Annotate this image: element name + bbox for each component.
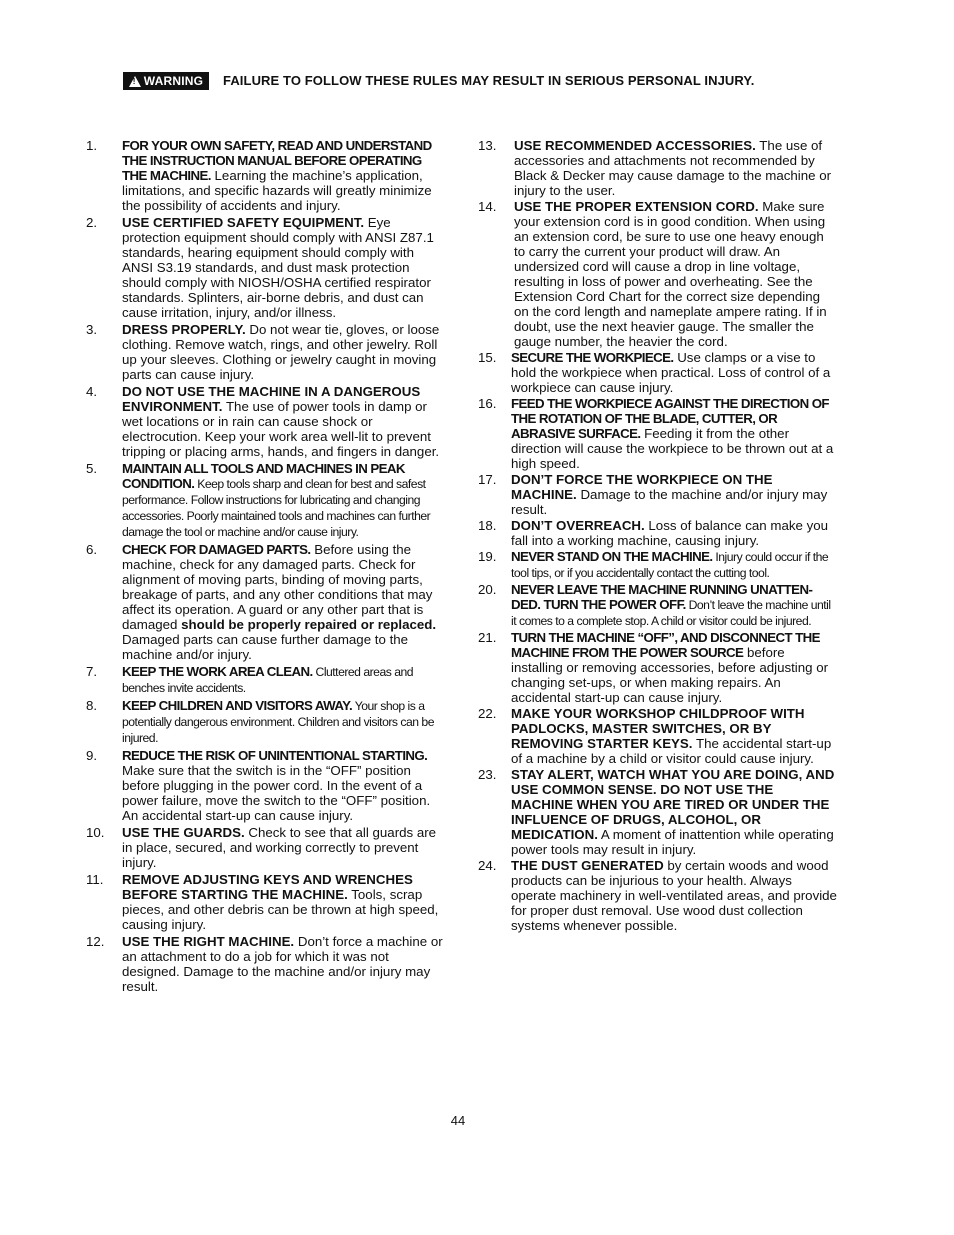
- rule-lead: DRESS PROPERLY.: [122, 322, 246, 337]
- rule-lead: USE THE GUARDS.: [122, 825, 245, 840]
- rule-number: 22.: [478, 706, 497, 721]
- rules-column-right: [478, 138, 838, 934]
- rule-item-6: [86, 542, 446, 662]
- warning-triangle-icon: [129, 76, 141, 87]
- rule-item-9: [86, 748, 446, 823]
- warning-header-text: FAILURE TO FOLLOW THESE RULES MAY RESULT IN SERIOUS PERSONAL INJURY.: [223, 73, 755, 88]
- rule-text: Tools, scrap pieces, and other debris can be thrown at high speed, causing injury.: [122, 887, 439, 932]
- rule-number: 23.: [478, 767, 497, 782]
- rule-item-7: [86, 664, 446, 696]
- rule-lead: MAKE YOUR WORKSHOP CHILDPROOF WITH PADLOCKS, MASTER SWITCHES, OR BY REMOVING STARTER KEYS.: [511, 706, 805, 751]
- rule-item-8: [86, 698, 446, 746]
- rule-number: 24.: [478, 858, 497, 873]
- rule-text: Don’t force a machine or an attachment to do a job for which it was not designed. Damage to the machine and/or injury may result.: [122, 934, 443, 994]
- rule-lead: DON’T FORCE THE WORKPIECE ON THE MACHINE.: [511, 472, 773, 502]
- rule-lead: KEEP CHILDREN AND VISITORS AWAY.: [122, 698, 353, 713]
- rule-lead: FEED THE WORKPIECE AGAINST THE DIRECTION OF THE ROTATION OF THE BLADE, CUTTER, OR ABRASIVE SURFACE.: [511, 396, 829, 441]
- rule-lead: TURN THE MACHINE “OFF”, AND DISCONNECT THE MACHINE FROM THE POWER SOURCE: [511, 630, 820, 660]
- rule-lead: FOR YOUR OWN SAFETY, READ AND UNDERSTAND THE INSTRUCTION MANUAL BEFORE OPERATING THE MACHINE.: [122, 138, 432, 183]
- rule-text: Don’t leave the machine until it comes to a complete stop. A child or visitor could be injured.: [511, 598, 831, 628]
- rule-lead: REDUCE THE RISK OF UNINTENTIONAL STARTING.: [122, 748, 428, 763]
- rule-lead: NEVER STAND ON THE MACHINE.: [511, 549, 713, 564]
- rule-item-16: [478, 396, 838, 471]
- rule-item-22: [478, 706, 838, 766]
- rule-text-tail: Damaged parts can cause further damage to the machine and/or injury.: [122, 632, 409, 662]
- rule-number: 20.: [478, 582, 497, 597]
- rule-text: Learning the machine’s application, limitations, and specific hazards will greatly minimize the possibility of accidents and injury.: [122, 168, 432, 213]
- rule-lead: KEEP THE WORK AREA CLEAN.: [122, 664, 313, 679]
- rule-item-19: [478, 549, 838, 581]
- rule-lead: STAY ALERT, WATCH WHAT YOU ARE DOING, AND USE COMMON SENSE. DO NOT USE THE MACHINE WHEN YOU ARE TIRED OR UNDER THE INFLUENCE OF DRUGS, ALCOHOL, OR MEDICATION.: [511, 767, 835, 842]
- rule-text: before installing or removing accessories, before adjusting or changing set-ups, or when making repairs. An accidental start-up can cause injury.: [511, 645, 829, 705]
- page-number: 44: [450, 1113, 466, 1128]
- rule-item-21: [478, 630, 838, 705]
- rule-text: Make sure that the switch is in the “OFF” position before plugging in the power cord. In the event of a power failure, move the switch to the “OFF” position. An accidental start-up can cause injury.: [122, 763, 431, 823]
- rule-number: 10.: [86, 825, 105, 840]
- rule-text: Loss of balance can make you fall into a working machine, causing injury.: [511, 518, 829, 548]
- rule-text: Make sure your extension cord is in good condition. When using an extension cord, be sure to use one heavy enough to carry the current your product will draw. An undersized cord will cause a drop in line voltage, resulting in loss of power and overheating. See the Extension Cord Chart for the correct size depending on the cord length and nameplate ampere rating. If in doubt, use the next heavier gauge. The smaller the gauge number, the heavier the cord.: [514, 199, 827, 349]
- rule-emphasis: should be properly repaired or replaced.: [181, 617, 437, 632]
- rule-item-24: [478, 858, 838, 933]
- rule-lead: MAINTAIN ALL TOOLS AND MACHINES IN PEAK CONDITION.: [122, 461, 405, 491]
- rule-lead: REMOVE ADJUSTING KEYS AND WRENCHES BEFORE STARTING THE MACHINE.: [122, 872, 413, 902]
- rule-lead: USE RECOMMENDED ACCESSORIES.: [514, 138, 756, 153]
- rule-number: 15.: [478, 350, 497, 365]
- rule-number: 4.: [86, 384, 98, 399]
- rule-number: 1.: [86, 138, 98, 153]
- rules-column-left: [86, 138, 446, 996]
- rule-number: 18.: [478, 518, 497, 533]
- rule-text: Eye protection equipment should comply with ANSI Z87.1 standards, hearing equipment should comply with ANSI S3.19 standards, and dust mask protection should comply with NIOSH/OSHA certified respirator standards. Splinters, air-borne debris, and dust can cause irritation, injury, and/or illness.: [122, 215, 434, 320]
- rule-item-4: [86, 384, 446, 459]
- warning-badge: [123, 72, 209, 90]
- rule-item-11: [86, 872, 446, 932]
- rule-item-15: [478, 350, 838, 395]
- rule-lead: USE THE RIGHT MACHINE.: [122, 934, 295, 949]
- rule-lead: CHECK FOR DAMAGED PARTS.: [122, 542, 311, 557]
- rule-item-5: [86, 461, 446, 540]
- rule-number: 17.: [478, 472, 497, 487]
- rule-number: 3.: [86, 322, 98, 337]
- rule-text: Feeding it from the other direction will cause the workpiece to be thrown out at a high speed.: [511, 426, 834, 471]
- rule-number: 12.: [86, 934, 105, 949]
- rule-number: 8.: [86, 698, 98, 713]
- rule-text: Use clamps or a vise to hold the workpiece when practical. Loss of control of a workpiece can cause injury.: [511, 350, 831, 395]
- rule-lead: NEVER LEAVE THE MACHINE RUNNING UNATTEN-DED. TURN THE POWER OFF.: [511, 582, 813, 612]
- rule-text: A moment of inattention while operating power tools may result in injury.: [511, 827, 834, 857]
- rule-item-18: [478, 518, 838, 548]
- rule-text: The use of power tools in damp or wet locations or in rain can cause shock or electrocution. Keep your work area well-lit to prevent tripping or placing arms, hands, and fingers in danger.: [122, 399, 440, 459]
- rule-text: by certain woods and wood products can be injurious to your health. Always operate machinery in well-ventilated areas, and provide for proper dust removal. Use wood dust collection systems whenever possible.: [511, 858, 837, 933]
- rule-lead: DO NOT USE THE MACHINE IN A DANGEROUS ENVIRONMENT.: [122, 384, 421, 414]
- rule-text: The accidental start-up of a machine by a child or visitor could cause injury.: [511, 736, 832, 766]
- rule-number: 16.: [478, 396, 497, 411]
- rule-text: Injury could occur if the tool tips, or if you accidentally contact the cutting tool.: [511, 550, 829, 580]
- rule-number: 19.: [478, 549, 497, 564]
- rule-text: Damage to the machine and/or injury may result.: [511, 487, 828, 517]
- rule-lead: SECURE THE WORKPIECE.: [511, 350, 674, 365]
- rule-item-17: [478, 472, 838, 517]
- rule-item-2: [86, 215, 446, 320]
- rule-text: The use of accessories and attachments not recommended by Black & Decker may cause damage to the machine or injury to the user.: [514, 138, 832, 198]
- rule-item-20: [478, 582, 838, 629]
- rule-text: Keep tools sharp and clean for best and safest performance. Follow instructions for lubricating and changing accessories. Poorly maintained tools and machines can further damage the tool or machine and/or cause injury.: [122, 477, 431, 539]
- rule-number: 14.: [478, 199, 497, 214]
- rule-lead: THE DUST GENERATED: [511, 858, 664, 873]
- rule-lead: USE CERTIFIED SAFETY EQUIPMENT.: [122, 215, 365, 230]
- rule-text: Check to see that all guards are in place, secured, and working correctly to prevent injury.: [122, 825, 437, 870]
- rule-item-14: [478, 199, 838, 349]
- rule-item-23: [478, 767, 838, 857]
- rule-text: Cluttered areas and benches invite accidents.: [122, 665, 414, 695]
- rule-number: 6.: [86, 542, 98, 557]
- rule-text: Do not wear tie, gloves, or loose clothing. Remove watch, rings, and other jewelry. Roll up your sleeves. Clothing or jewelry caught in moving parts can cause injury.: [122, 322, 440, 382]
- rule-item-3: [86, 322, 446, 382]
- rule-number: 2.: [86, 215, 98, 230]
- rule-number: 11.: [86, 872, 104, 887]
- rule-item-12: [86, 934, 446, 994]
- rule-number: 13.: [478, 138, 497, 153]
- rule-number: 9.: [86, 748, 98, 763]
- rule-item-10: [86, 825, 446, 870]
- rule-lead: DON’T OVERREACH.: [511, 518, 645, 533]
- rule-text: Your shop is a potentially dangerous environment. Children and visitors can be injured.: [122, 699, 434, 745]
- rule-number: 21.: [478, 630, 497, 645]
- warning-header: [123, 72, 843, 92]
- rule-text: Before using the machine, check for any damaged parts. Check for alignment of moving parts, binding of moving parts, breakage of parts, and any other conditions that may affect its operation. A guard or any other part that is damaged: [122, 542, 433, 632]
- rule-item-13: [478, 138, 838, 198]
- rule-number: 5.: [86, 461, 98, 476]
- warning-badge-label: WARNING: [143, 74, 204, 88]
- rule-number: 7.: [86, 664, 98, 679]
- rule-lead: USE THE PROPER EXTENSION CORD.: [514, 199, 759, 214]
- rule-item-1: [86, 138, 446, 213]
